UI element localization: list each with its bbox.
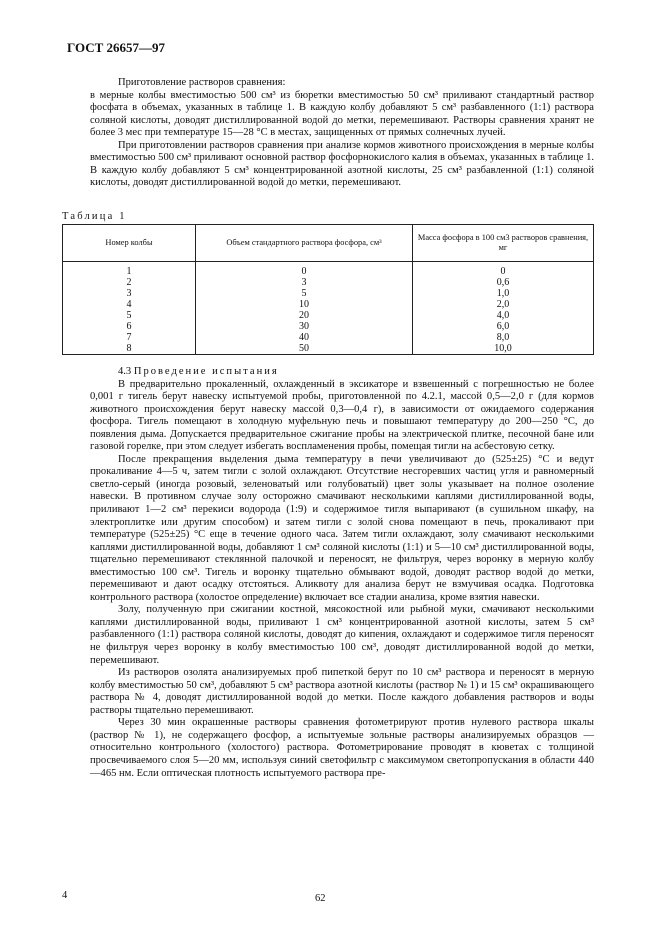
table-cell: 4 (63, 299, 196, 310)
table-cell: 4,0 (413, 310, 594, 321)
table-cell: 1 (63, 262, 196, 278)
table-header-cell: Объем стандартного раствора фосфора, см³ (196, 225, 413, 262)
table-row (63, 288, 594, 299)
table-cell: 2 (63, 277, 196, 288)
table-row (63, 262, 594, 278)
table-cell: 8,0 (413, 332, 594, 343)
section-title: Проведение испытания (133, 366, 279, 377)
table-cell: 6,0 (413, 321, 594, 332)
section-paragraph-5: Через 30 мин окрашенные растворы сравнения фотометрируют против нулевого раствора шкалы (раствор № 1), не содержащего фосфор, а испытуемые зольные растворы анализируемых образцов — относительно контрольного (холостого) раствора. Фотометрирование проводят в кюветах с толщиной просвечиваемого слоя 5—20 мм, используя синий светофильтр с максимумом светопропускания в области 440—465 нм. Если оптическая плотность испытуемого раствора пре- (90, 717, 594, 779)
section-paragraph-2: После прекращения выделения дыма температуру в печи увеличивают до (525±25) °С и ведут прокаливание 4—5 ч, затем тигли с золой охлаждают. Отсутствие несгоревших частиц угля и равномерный светло-серый (иногда розовый, зеленоватый или голубоватый) цвет золы указывает на полное озоление навески. В противном случае золу осторожно смачивают несколькими каплями дистиллированной воды, приливают 1—2 см³ перекиси водорода (1:9) и содержимое тигля выпаривают (в сушильном шкафу, на электроплитке или другим способом) и затем тигли с золой снова помещают в печь, прокаливают при температуре (525±25) °С еще в течение одного часа. Затем тигли охлаждают, золу смачивают несколькими каплями дистиллированной воды, добавляют 1 см³ соляной кислоты (1:1) и 5—10 см³ дистиллированной воды, тщательно перемешивают стеклянной палочкой и переносят, не фильтруя, через воронку в мерную колбу вместимостью 100 см³. Тигель и воронку тщательно обмывают водой, доводят раствор водой до метки, перемешивают и дают осадку отстояться. Аликвоту для анализа берут не взмучивая осадка. Подготовка контрольного раствора (холостое определение) включает все стадии анализа, кроме взятия навески. (90, 453, 594, 603)
table-header-cell: Номер колбы (63, 225, 196, 262)
table-cell: 50 (196, 343, 413, 355)
content-top (90, 77, 594, 190)
table-row (63, 321, 594, 332)
table-cell: 8 (63, 343, 196, 355)
table-1 (62, 224, 594, 355)
section-paragraph-3: Золу, полученную при сжигании костной, мясокостной или рыбной муки, смачивают несколькими каплями дистиллированной воды, приливают 1 см³ концентрированной азотной кислоты, затем 5 см³ разбавленного (1:1) раствора соляной кислоты, доводят до кипения, охлаждают и содержимое тигля переносят не фильтруя через воронку в колбу вместимостью 100 см³, доводят дистиллированной водой до метки, перемешивают. (90, 604, 594, 666)
table-body (63, 262, 594, 355)
table-cell: 0,6 (413, 277, 594, 288)
table-cell: 5 (63, 310, 196, 321)
section-number: 4.3 (118, 366, 132, 377)
table-cell: 1,0 (413, 288, 594, 299)
table-cell: 3 (63, 288, 196, 299)
prep-heading: Приготовление растворов сравнения: (118, 77, 286, 88)
prep-paragraph-1: в мерные колбы вместимостью 500 см³ из бюретки вместимостью 50 см³ приливают стандартный раствор фосфата в объемах, указанных в таблице 1. В каждую колбу добавляют 5 см³ разбавленного (1:1) раствора соляной кислоты, доводят дистиллированной водой до метки, перемешивают. Растворы сравнения хранят не более 3 мес при температуре 15—28 °С в местах, защищенных от прямых солнечных лучей. (90, 89, 594, 139)
table-cell: 20 (196, 310, 413, 321)
page-number-left: 4 (62, 890, 68, 901)
table-row (63, 299, 594, 310)
table-cell: 5 (196, 288, 413, 299)
table-row (63, 310, 594, 321)
table-cell: 6 (63, 321, 196, 332)
table-cell: 30 (196, 321, 413, 332)
table-row (63, 343, 594, 355)
page-number-center: 62 (315, 893, 326, 904)
table-header-cell: Масса фосфора в 100 см3 растворов сравнения, мг (413, 225, 594, 262)
table-cell: 0 (413, 262, 594, 278)
section-paragraph-4: Из растворов озолята анализируемых проб пипеткой берут по 10 см³ раствора и переносят в мерную колбу вместимостью 50 см³, добавляют 5 см³ раствора азотной кислоты (раствор № 1) и 15 см³ окрашивающего раствора № 4, доводят дистиллированной водой до метки. После каждого добавления растворов и воды растворы тщательно перемешивают. (90, 667, 594, 716)
table-caption: Таблица 1 (62, 211, 127, 222)
table-header-row (63, 225, 594, 262)
table-cell: 10 (196, 299, 413, 310)
table-row (63, 332, 594, 343)
content-bottom (90, 366, 594, 780)
table-cell: 3 (196, 277, 413, 288)
table-cell: 40 (196, 332, 413, 343)
table-row (63, 277, 594, 288)
section-heading (90, 366, 594, 379)
section-paragraph-1: В предварительно прокаленный, охлажденный в эксикаторе и взвешенный с погрешностью не более 0,001 г тигель берут навеску испытуемой пробы, приготовленной по 4.2.1, массой 0,5—2,0 г (для кормов животного происхождения берут навеску массой 0,3—0,4 г), в зависимости от ожидаемого содержания фосфора. Тигель помещают в холодную муфельную печь и повышают температуру до 200—250 °С, до появления дыма. Допускается предварительное сжигание пробы на электрической плитке, песочной бане или газовой горелке, при этом следует избегать воспламенения пробы, помещая тигли на асбестовую сетку. (90, 378, 594, 453)
standard-header: ГОСТ 26657—97 (67, 40, 166, 55)
table-cell: 10,0 (413, 343, 594, 355)
table-cell: 7 (63, 332, 196, 343)
table-cell: 0 (196, 262, 413, 278)
prep-paragraph-2: При приготовлении растворов сравнения при анализе кормов животного происхождения в мерные колбы вместимостью 500 см³ приливают основной раствор фосфорнокислого калия в объемах, указанных в таблице 1. В каждую колбу добавляют 5 см³ концентрированной азотной кислоты, 25 см³ разбавленной (1:1) соляной кислоты, доводят дистиллированной водой до метки, перемешивают. (90, 139, 594, 189)
table-cell: 2,0 (413, 299, 594, 310)
